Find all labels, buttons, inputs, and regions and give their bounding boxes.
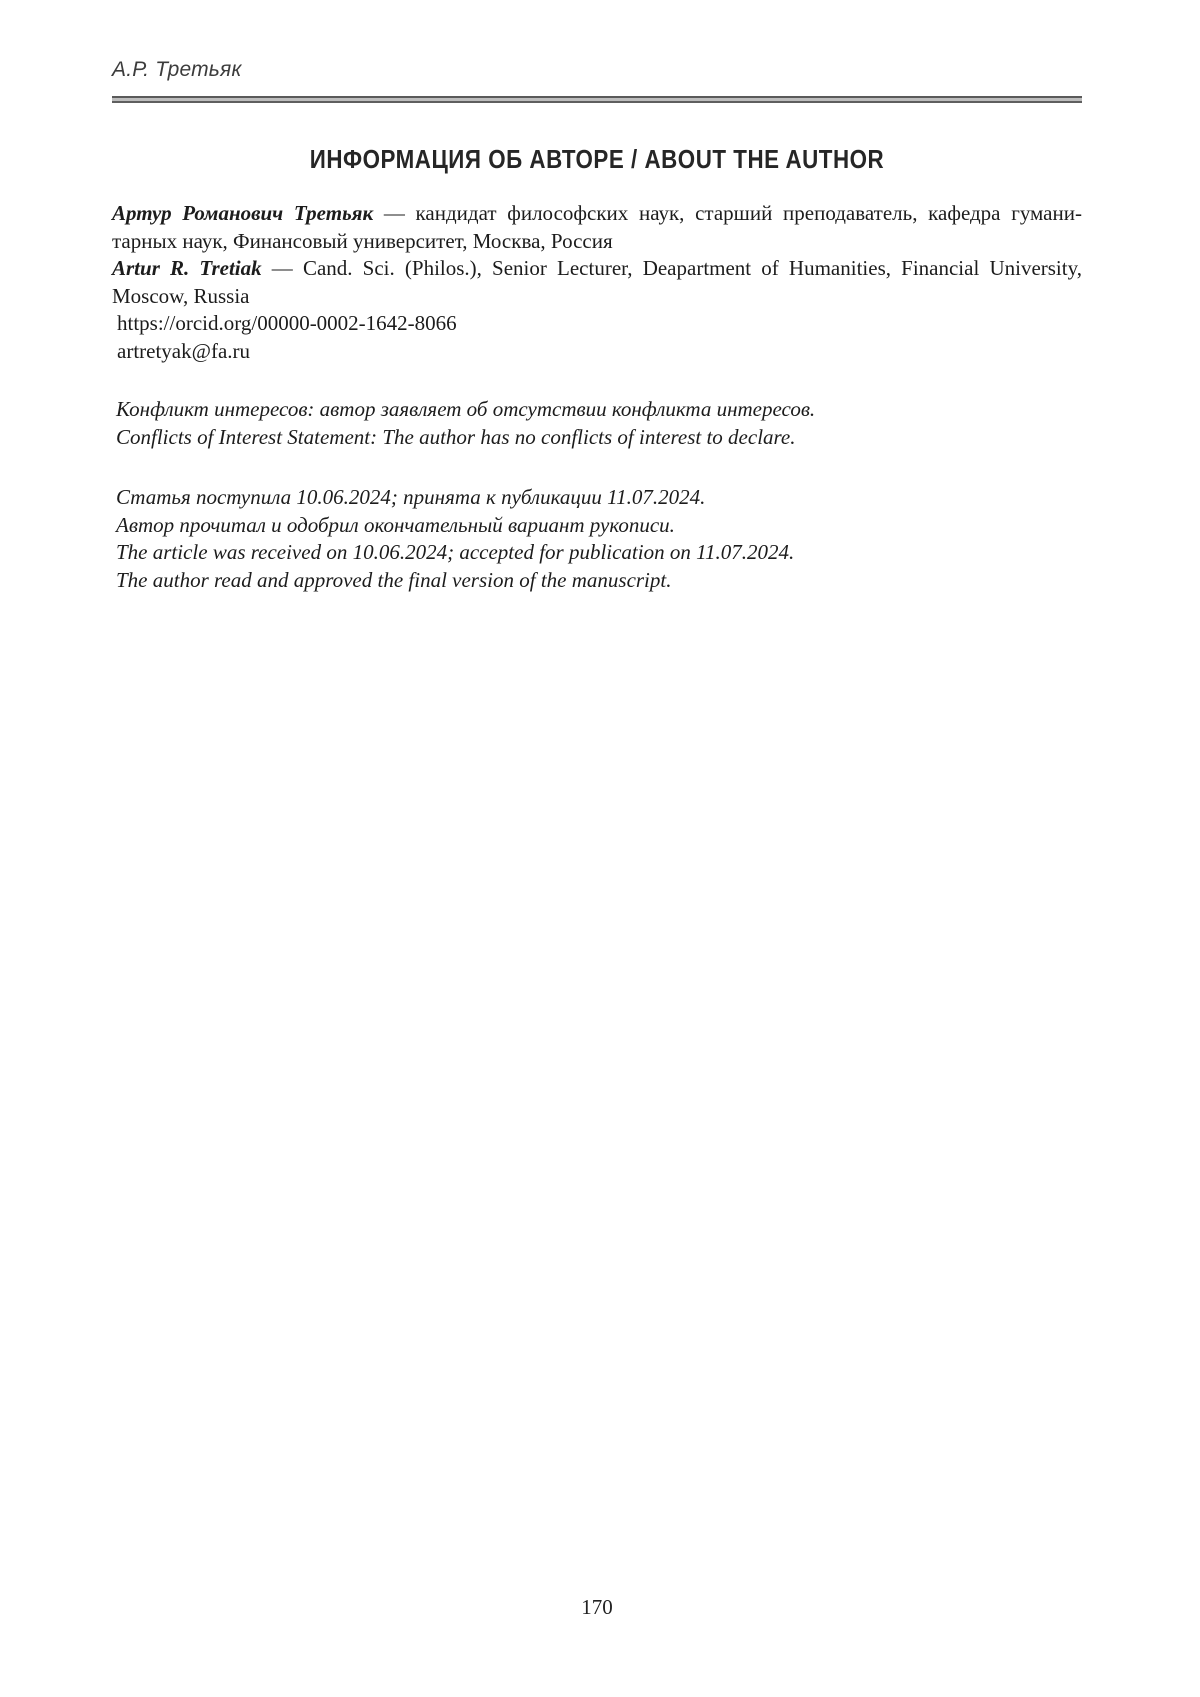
section-heading: ИНФОРМАЦИЯ ОБ АВТОРЕ / ABOUT THE AUTHOR	[309, 144, 885, 174]
author-description-en: — Cand. Sci. (Philos.), Senior Lecturer, Deapartment of Humanities, Financial University, Moscow, Russia	[112, 256, 1082, 308]
page-content	[112, 0, 1082, 594]
orcid-url: https://orcid.org/00000-0002-1642-8066	[117, 311, 457, 335]
author-paragraph-ru	[112, 200, 1082, 255]
conflict-statement-en: Conflicts of Interest Statement: The author has no conflicts of interest to declare.	[116, 424, 796, 449]
header-rule	[112, 96, 1082, 103]
conflict-statement-ru: Конфликт интересов: автор заявляет об отсутствии конфликта интересов.	[116, 397, 816, 421]
author-description-ru: — кандидат философских наук, старший преподаватель, кафедра гуманитарных наук, Финансовый университет, Москва, Россия	[112, 201, 1082, 253]
author-approval-ru: Автор прочитал и одобрил окончательный вариант рукописи.	[116, 512, 675, 537]
section-heading-wrap	[112, 145, 1082, 173]
author-name-en: Artur R. Tretiak	[112, 256, 262, 280]
author-info-block	[112, 200, 1082, 365]
date-received-en: The article was received on 10.06.2024; accepted for publication on 11.07.2024.	[116, 540, 795, 564]
running-header-author: А.Р. Третьяк	[112, 58, 242, 81]
author-paragraph-en	[112, 255, 1082, 310]
date-received-ru: Статья поступила 10.06.2024; принята к публикации 11.07.2024.	[116, 485, 706, 509]
author-email: artretyak@fa.ru	[117, 338, 251, 363]
author-name-ru: Артур Романович Третьяк	[112, 201, 374, 225]
page-number: 170	[581, 1595, 613, 1619]
article-dates-block	[112, 484, 1082, 594]
author-approval-en: The author read and approved the final version of the manuscript.	[116, 567, 672, 592]
conflict-of-interest-block	[112, 396, 1082, 451]
